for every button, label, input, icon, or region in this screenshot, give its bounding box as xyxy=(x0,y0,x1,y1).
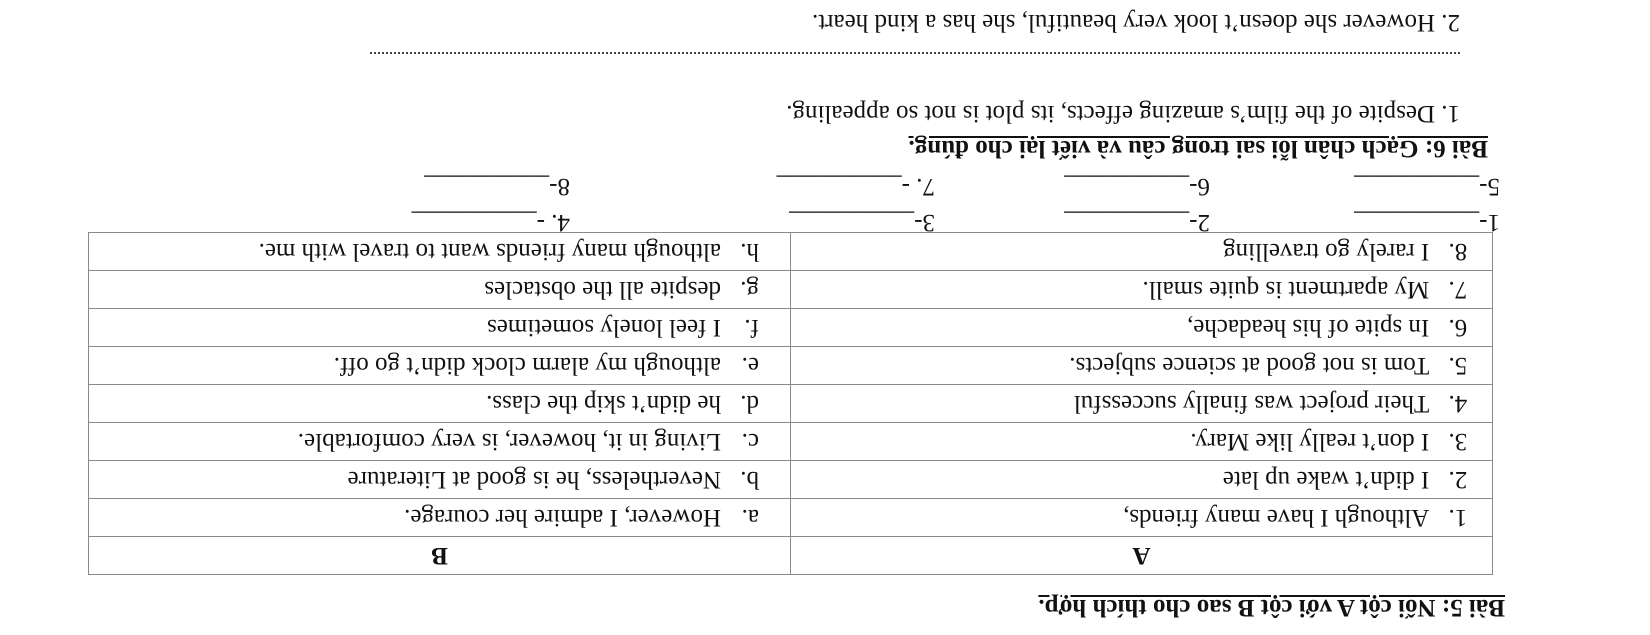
column-b-cell xyxy=(89,233,791,271)
item-letter: a. xyxy=(741,504,759,532)
matching-table-body xyxy=(89,233,1493,537)
item-text: My apartment is quite small. xyxy=(1142,276,1430,304)
item-number: 8. xyxy=(1448,238,1468,266)
column-b-header: B xyxy=(89,537,791,575)
answer-blank-4[interactable]: 4. -__________ xyxy=(411,209,570,236)
item-number: 7. xyxy=(1448,276,1468,304)
answer-blank-1[interactable]: 1-__________ xyxy=(1354,209,1500,236)
answer-blank-6[interactable]: 6-__________ xyxy=(1064,173,1210,200)
item-text: Nevertheless, he is good at Literature xyxy=(347,466,721,494)
column-b-cell xyxy=(89,461,791,499)
item-number: 1. xyxy=(1448,504,1468,532)
item-text: Their project was finally successful xyxy=(1073,390,1430,418)
table-row xyxy=(89,499,1493,537)
table-row xyxy=(89,271,1493,309)
item-text: despite all the obstacles xyxy=(484,276,721,304)
column-a-cell xyxy=(791,385,1493,423)
table-row xyxy=(89,309,1493,347)
table-row xyxy=(89,423,1493,461)
matching-table xyxy=(88,232,1493,575)
column-b-cell xyxy=(89,385,791,423)
item-number: 5. xyxy=(1448,352,1468,380)
item-letter: g. xyxy=(740,276,759,304)
column-b-cell xyxy=(89,271,791,309)
item-letter: d. xyxy=(740,390,759,418)
answer-blank-7[interactable]: 7. -__________ xyxy=(776,173,935,200)
table-header-row xyxy=(89,537,1493,575)
item-number: 4. xyxy=(1448,390,1468,418)
column-a-cell xyxy=(791,233,1493,271)
item-letter: e. xyxy=(741,352,759,380)
item-text: I feel lonely sometimes xyxy=(487,314,721,342)
item-letter: b. xyxy=(740,466,759,494)
item-text: Although I have many friends, xyxy=(1123,504,1430,532)
answer-dotted-line xyxy=(370,52,1460,54)
answer-blank-8[interactable]: 8-__________ xyxy=(424,173,570,200)
item-text: although many friends want to travel with me. xyxy=(258,238,721,266)
column-a-cell xyxy=(791,499,1493,537)
column-a-cell xyxy=(791,271,1493,309)
column-b-cell xyxy=(89,347,791,385)
item-text: I don’t really like Mary. xyxy=(1190,428,1430,456)
answer-blank-5[interactable]: 5-__________ xyxy=(1354,173,1500,200)
item-text: In spite of his headache, xyxy=(1186,314,1430,342)
table-row xyxy=(89,461,1493,499)
answer-blank-2[interactable]: 2-__________ xyxy=(1064,209,1210,236)
item-text: he didn’t skip the class. xyxy=(486,390,721,418)
item-letter: f. xyxy=(744,314,759,342)
item-text: However, I admire her courage. xyxy=(404,504,721,532)
exercise-5-title: Bài 5: Nối cột A với cột B sao cho thích hợp. xyxy=(1038,594,1505,621)
exercise-6-sentence-2: 2. However she doesn’t look very beautiful, she has a kind heart. xyxy=(812,9,1460,36)
column-a-cell xyxy=(791,461,1493,499)
item-text: Living in it, however, is very comfortable. xyxy=(297,428,721,456)
column-a-cell xyxy=(791,347,1493,385)
table-row xyxy=(89,347,1493,385)
column-a-cell xyxy=(791,423,1493,461)
item-number: 2. xyxy=(1448,466,1468,494)
item-text: I rarely go travelling xyxy=(1223,238,1430,266)
table-row xyxy=(89,385,1493,423)
column-b-cell xyxy=(89,499,791,537)
item-letter: c. xyxy=(741,428,759,456)
exercise-6-sentence-1: 1. Despite of the film’s amazing effects, its plot is not so appealing. xyxy=(786,100,1460,127)
item-text: Tom is not good at science subjects. xyxy=(1069,352,1430,380)
item-text: I didn’t wake up late xyxy=(1222,466,1430,494)
item-number: 6. xyxy=(1448,314,1468,342)
item-text: although my alarm clock didn’t go off. xyxy=(333,352,721,380)
answer-blank-3[interactable]: 3-__________ xyxy=(789,209,935,236)
column-a-cell xyxy=(791,309,1493,347)
column-b-cell xyxy=(89,423,791,461)
column-b-cell xyxy=(89,309,791,347)
exercise-6-title: Bài 6: Gạch chân lỗi sai trong câu và viết lại cho đúng. xyxy=(908,135,1488,162)
table-row xyxy=(89,233,1493,271)
item-number: 3. xyxy=(1448,428,1468,456)
item-letter: h. xyxy=(740,238,759,266)
column-a-header: A xyxy=(791,537,1493,575)
